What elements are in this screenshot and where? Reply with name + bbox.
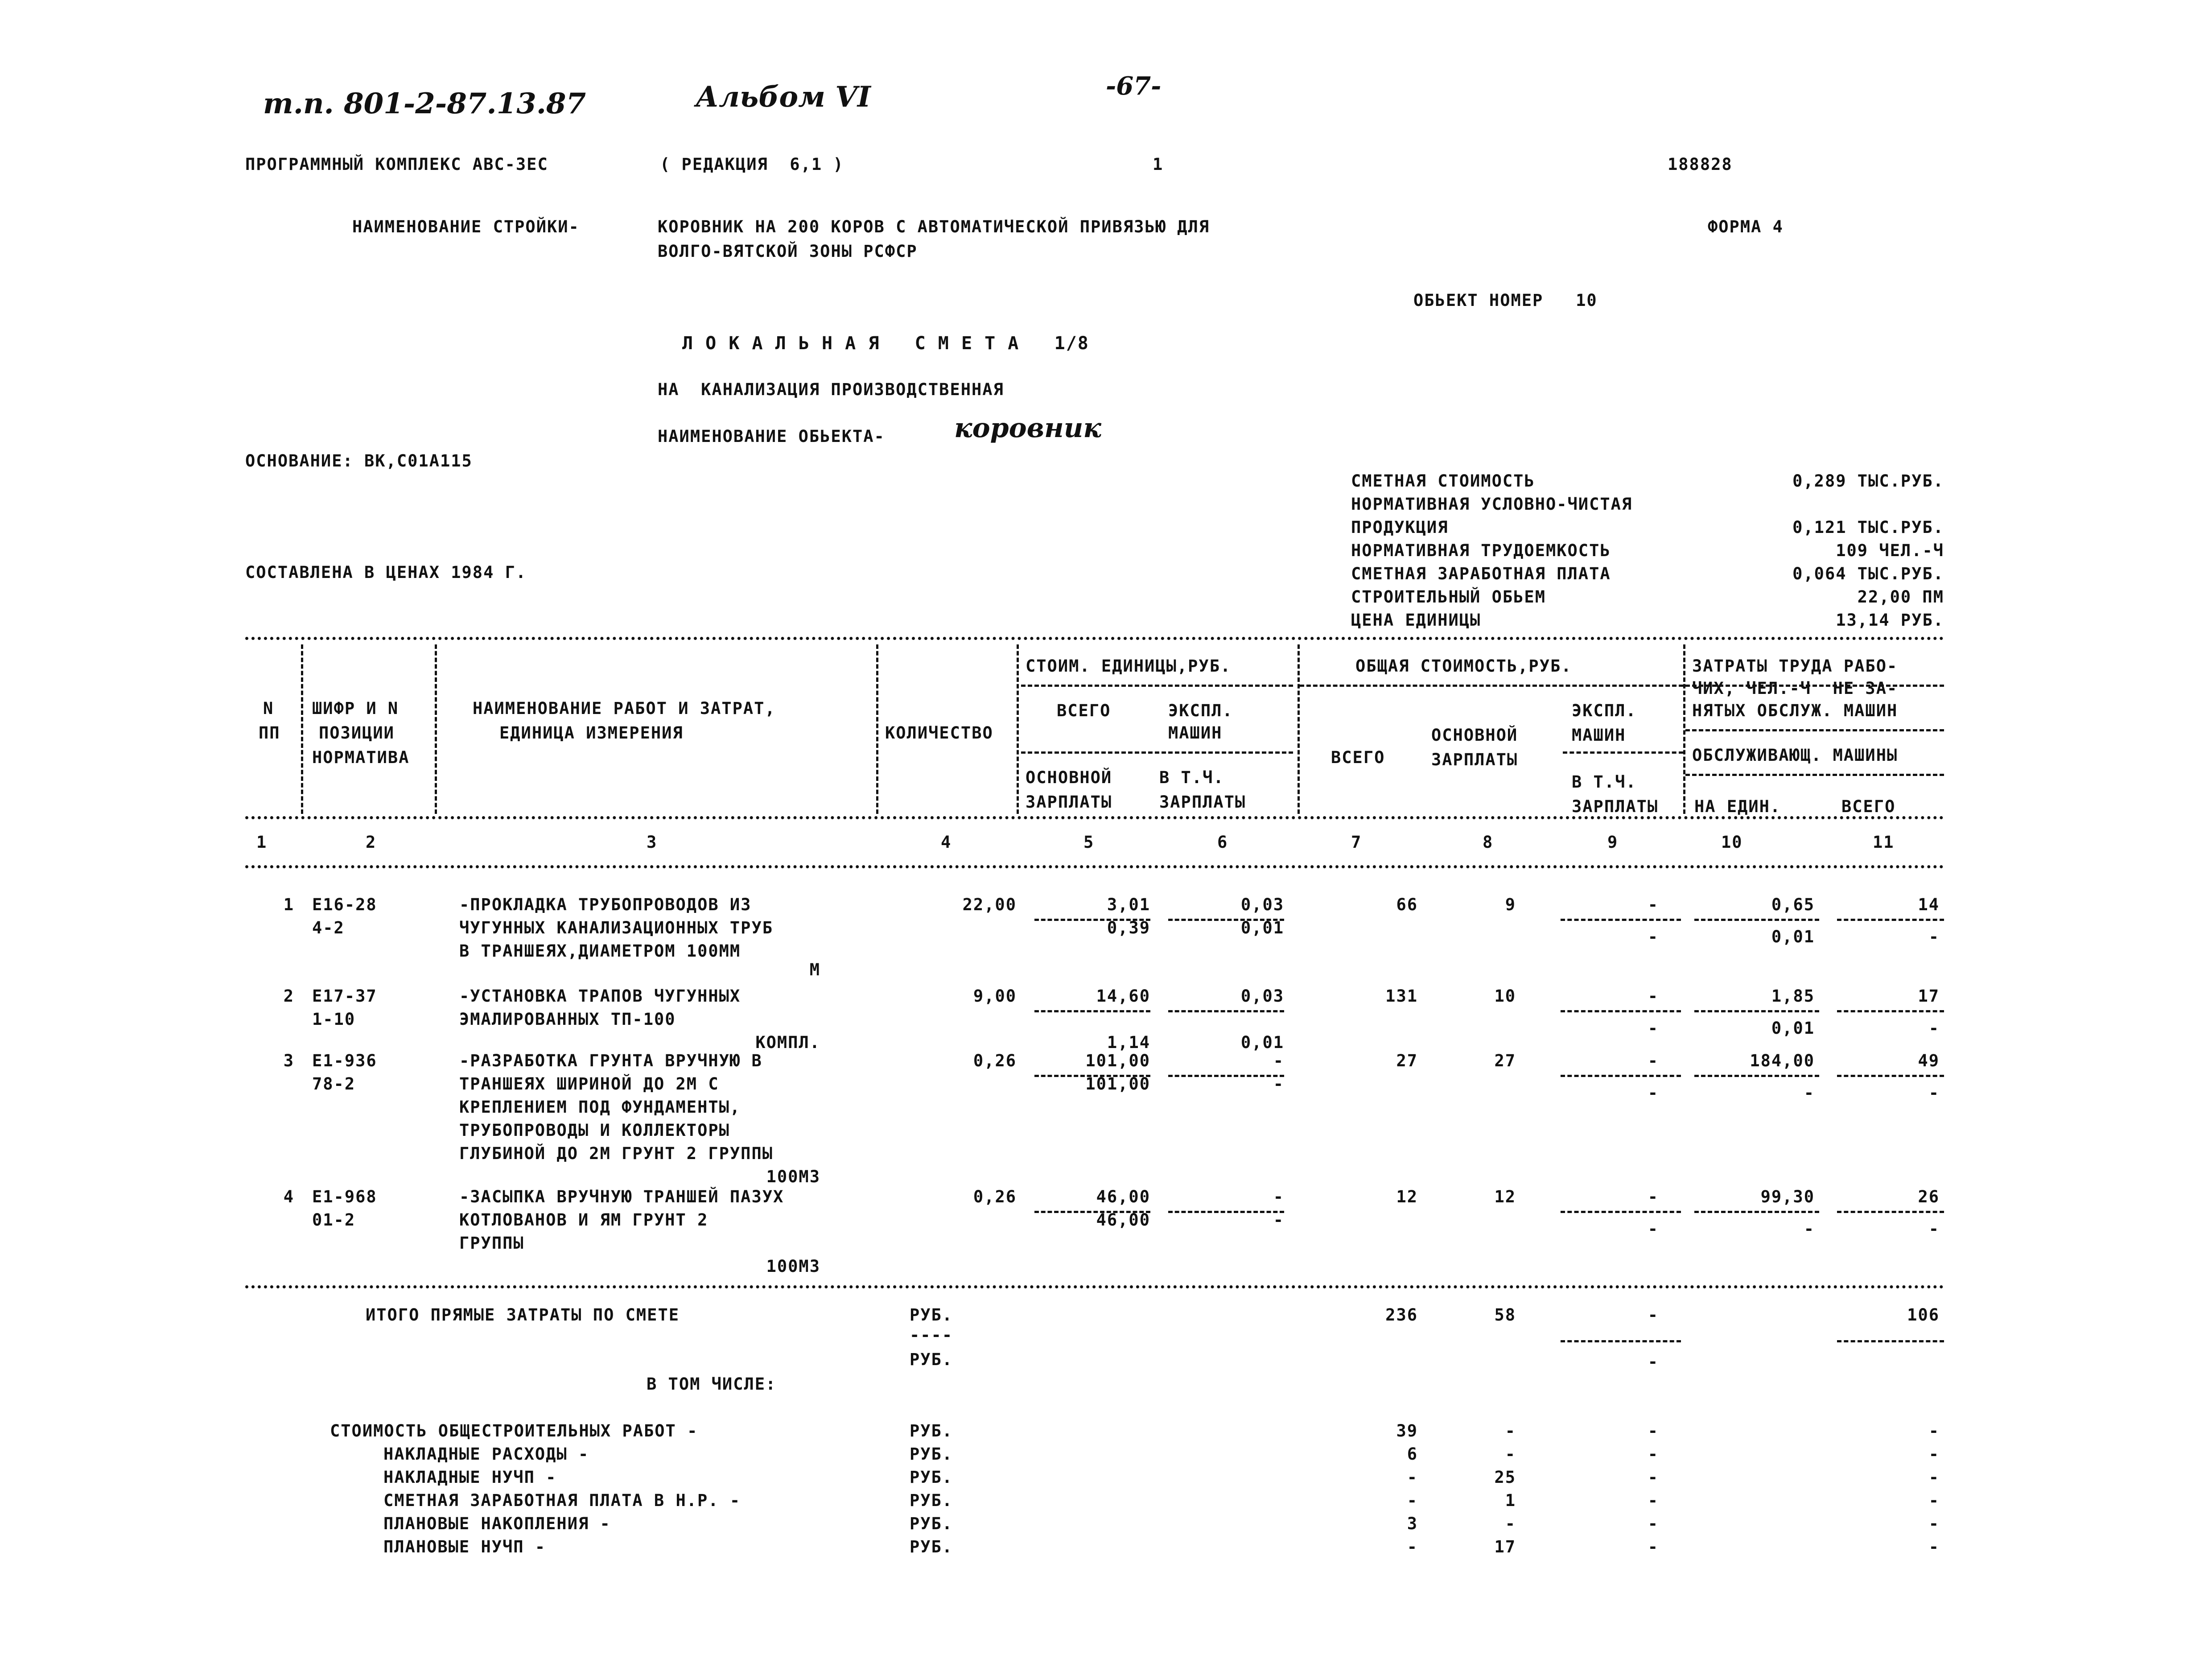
column-number: 9: [1607, 833, 1619, 852]
column-number: 4: [941, 833, 952, 852]
row-sub-rule: [1561, 1075, 1681, 1077]
extra-unit: РУБ.: [910, 1444, 953, 1464]
column-number: 1: [256, 833, 268, 852]
extra-total-all: -: [1407, 1491, 1418, 1510]
summary-label: СМЕТНАЯ СТОИМОСТЬ: [1351, 471, 1535, 491]
total-basic-header-2: ЗАРПЛАТЫ: [1431, 750, 1518, 769]
col-n-header: N: [263, 699, 274, 718]
row-labor-unit: 184,00: [1750, 1051, 1815, 1070]
basis: ОСНОВАНИЕ: ВК,С01А115: [245, 451, 473, 470]
row-total-all: 27: [1396, 1051, 1418, 1070]
row-total-incl: -: [1648, 927, 1659, 946]
extra-total-all: -: [1407, 1537, 1418, 1556]
row-total-mach: -: [1648, 1187, 1659, 1206]
row-code: 78-2: [312, 1074, 356, 1094]
extra-total-basic: -: [1505, 1444, 1516, 1464]
row-unit-mach: 0,03: [1240, 895, 1284, 914]
row-unit-mach: -: [1273, 1051, 1284, 1070]
row-code: Е1-968: [312, 1187, 377, 1206]
row-unit-all: 3,01: [1107, 895, 1150, 914]
column-number: 10: [1721, 833, 1743, 852]
labor-total-header: ВСЕГО: [1841, 797, 1896, 816]
header-column-divider: [876, 644, 878, 814]
unit-cost-header: СТОИМ. ЕДИНИЦЫ,РУБ.: [1026, 656, 1232, 676]
totals-all: 236: [1385, 1305, 1418, 1325]
row-sub-rule: [1561, 1010, 1681, 1012]
row-unit-basic: 1,14: [1107, 1033, 1150, 1052]
row-unit-mach: 0,03: [1240, 986, 1284, 1006]
row-sub-rule: [1694, 1211, 1819, 1213]
estimate-for: НА КАНАЛИЗАЦИЯ ПРОИЗВОДСТВЕННАЯ: [658, 380, 1004, 399]
handwritten-code: т.п. 801-2-87.13.87: [263, 87, 586, 120]
row-labor-unit: 99,30: [1760, 1187, 1815, 1206]
row-quantity: 0,26: [973, 1187, 1017, 1206]
header-column-divider: [1298, 644, 1300, 814]
summary-value: 0,121 ТЫС.РУБ.: [1792, 518, 1944, 537]
total-mach-rule: [1563, 751, 1683, 754]
row-sub-rule: [1561, 919, 1681, 921]
col-qty-header: КОЛИЧЕСТВО: [885, 723, 993, 743]
row-total-mach: -: [1648, 986, 1659, 1006]
row-code: Е17-37: [312, 986, 377, 1006]
row-total-basic: 27: [1494, 1051, 1516, 1070]
totals-unit: РУБ.: [910, 1305, 953, 1325]
row-name: В ТРАНШЕЯХ,ДИАМЕТРОМ 100ММ: [459, 941, 741, 961]
row-sub-rule: [1837, 1211, 1944, 1213]
extra-total-basic: -: [1505, 1514, 1516, 1533]
total-cost-rule: [1300, 685, 1683, 687]
extra-unit: РУБ.: [910, 1421, 953, 1440]
row-total-mach: -: [1648, 1051, 1659, 1070]
row-unit-incl: -: [1273, 1210, 1284, 1230]
row-name: ГЛУБИНОЙ ДО 2М ГРУНТ 2 ГРУППЫ: [459, 1144, 774, 1163]
unit-basic-header-2: ЗАРПЛАТЫ: [1026, 792, 1112, 812]
total-mach-header-2: МАШИН: [1572, 726, 1626, 745]
row-unit-basic: 101,00: [1085, 1074, 1150, 1094]
object-name-handwritten: коровник: [954, 413, 1101, 444]
row-labor-total: 14: [1918, 895, 1940, 914]
object-number: ОБЬЕКТ НОМЕР 10: [1413, 291, 1598, 310]
row-code: Е1-936: [312, 1051, 377, 1070]
totals-labor: 106: [1907, 1305, 1940, 1325]
col-code-header-2: ПОЗИЦИИ: [319, 723, 395, 743]
row-name: -РАЗРАБОТКА ГРУНТА ВРУЧНУЮ В: [459, 1051, 762, 1070]
extra-label: НАКЛАДНЫЕ НУЧП -: [383, 1468, 557, 1487]
col-n-header-2: ПП: [259, 723, 280, 743]
header-column-divider: [1683, 644, 1685, 814]
row-unit-all: 14,60: [1096, 986, 1150, 1006]
extra-total-mach: -: [1648, 1468, 1659, 1487]
row-total-all: 12: [1396, 1187, 1418, 1206]
extra-label: СМЕТНАЯ ЗАРАБОТНАЯ ПЛАТА В Н.Р. -: [383, 1491, 741, 1510]
row-sub-rule: [1837, 1075, 1944, 1077]
unit-incl-header-2: ЗАРПЛАТЫ: [1159, 792, 1246, 812]
row-unit-all: 101,00: [1085, 1051, 1150, 1070]
totals-labor-rule: [1837, 1340, 1944, 1342]
extra-unit: РУБ.: [910, 1468, 953, 1487]
row-total-basic: 10: [1494, 986, 1516, 1006]
row-total-mach: -: [1648, 895, 1659, 914]
row-quantity: 22,00: [962, 895, 1017, 914]
row-labor-total-2: -: [1928, 1083, 1940, 1102]
row-unit-basic: 46,00: [1096, 1210, 1150, 1230]
row-total-incl: -: [1648, 1219, 1659, 1238]
row-number: 1: [283, 895, 294, 914]
col-code-header-3: НОРМАТИВА: [312, 748, 410, 767]
extra-label: ПЛАНОВЫЕ НАКОПЛЕНИЯ -: [383, 1514, 611, 1533]
row-total-basic: 12: [1494, 1187, 1516, 1206]
extra-labor-total: -: [1928, 1444, 1940, 1464]
row-quantity: 9,00: [973, 986, 1017, 1006]
extra-total-mach: -: [1648, 1421, 1659, 1440]
column-number: 7: [1351, 833, 1362, 852]
extra-label: НАКЛАДНЫЕ РАСХОДЫ -: [383, 1444, 589, 1464]
labor-header: ЗАТРАТЫ ТРУДА РАБО-: [1692, 656, 1898, 676]
header-column-divider: [301, 644, 303, 814]
row-name: -ПРОКЛАДКА ТРУБОПРОВОДОВ ИЗ: [459, 895, 752, 914]
row-unit-incl: 0,01: [1240, 918, 1284, 937]
row-name: КОТЛОВАНОВ И ЯМ ГРУНТ 2: [459, 1210, 708, 1230]
summary-label: ЦЕНА ЕДИНИЦЫ: [1351, 611, 1481, 630]
items-bottom-rule: [245, 1285, 1944, 1288]
row-name: -ЗАСЫПКА ВРУЧНУЮ ТРАНШЕЙ ПАЗУХ: [459, 1187, 784, 1206]
row-labor-unit-2: 0,01: [1771, 927, 1815, 946]
summary-label: НОРМАТИВНАЯ УСЛОВНО-ЧИСТАЯ: [1351, 495, 1633, 514]
summary-value: 22,00 ПМ: [1857, 587, 1944, 607]
row-sub-rule: [1837, 1010, 1944, 1012]
totals-incl: -: [1648, 1352, 1659, 1371]
row-code: Е16-28: [312, 895, 377, 914]
row-unit-all: 46,00: [1096, 1187, 1150, 1206]
total-mach-header: ЭКСПЛ.: [1572, 701, 1637, 720]
row-unit-incl: 0,01: [1240, 1033, 1284, 1052]
extra-labor-total: -: [1928, 1491, 1940, 1510]
row-sub-rule: [1694, 1010, 1819, 1012]
edition: ( РЕДАКЦИЯ 6,1 ): [660, 155, 844, 174]
row-unit-basic: 0,39: [1107, 918, 1150, 937]
col-name-header: НАИМЕНОВАНИЕ РАБОТ И ЗАТРАТ,: [473, 699, 776, 718]
row-name: -УСТАНОВКА ТРАПОВ ЧУГУННЫХ: [459, 986, 741, 1006]
totals-mach-rule: [1561, 1340, 1681, 1342]
row-number: 4: [283, 1187, 294, 1206]
unit-all-header: ВСЕГО: [1057, 701, 1111, 720]
numbers-bottom-rule: [245, 865, 1944, 868]
row-total-incl: -: [1648, 1083, 1659, 1102]
total-all-header: ВСЕГО: [1331, 748, 1385, 767]
unit-cost-rule-2: [1021, 751, 1293, 754]
extra-total-mach: -: [1648, 1514, 1659, 1533]
extra-labor-total: -: [1928, 1514, 1940, 1533]
row-name: ГРУППЫ: [459, 1234, 524, 1253]
unit-mach-header-2: МАШИН: [1168, 723, 1223, 743]
labor-rule-3: [1685, 774, 1944, 776]
unit-incl-header: В Т.Ч.: [1159, 768, 1224, 787]
extra-labor-total: -: [1928, 1421, 1940, 1440]
row-sub-rule: [1168, 1010, 1284, 1012]
extra-total-all: 3: [1407, 1514, 1418, 1533]
header-column-divider: [1017, 644, 1019, 814]
extra-total-mach: -: [1648, 1444, 1659, 1464]
extra-total-all: 6: [1407, 1444, 1418, 1464]
album-label: Альбом VI: [696, 80, 871, 114]
extra-label: ПЛАНОВЫЕ НУЧП -: [383, 1537, 546, 1556]
row-unit-mach: -: [1273, 1187, 1284, 1206]
summary-value: 0,064 ТЫС.РУБ.: [1792, 564, 1944, 583]
labor-unit-header: НА ЕДИН.: [1694, 797, 1781, 816]
total-incl-header: В Т.Ч.: [1572, 772, 1637, 792]
extra-total-mach: -: [1648, 1537, 1659, 1556]
header-column-divider: [435, 644, 437, 814]
column-number: 5: [1083, 833, 1095, 852]
row-name: ЧУГУННЫХ КАНАЛИЗАЦИОННЫХ ТРУБ: [459, 918, 774, 937]
row-name: КРЕПЛЕНИЕМ ПОД ФУНДАМЕНТЫ,: [459, 1098, 741, 1117]
program-name: ПРОГРАММНЫЙ КОМПЛЕКС АВС-3ЕС: [245, 155, 548, 174]
row-labor-total-2: -: [1928, 927, 1940, 946]
row-sub-rule: [1561, 1211, 1681, 1213]
extra-total-all: 39: [1396, 1421, 1418, 1440]
row-number: 3: [283, 1051, 294, 1070]
row-total-basic: 9: [1505, 895, 1516, 914]
summary-label: ПРОДУКЦИЯ: [1351, 518, 1449, 537]
document-code: 188828: [1668, 155, 1733, 174]
summary-label: СМЕТНАЯ ЗАРАБОТНАЯ ПЛАТА: [1351, 564, 1611, 583]
row-name: ТРАНШЕЯХ ШИРИНОЙ ДО 2М С: [459, 1074, 719, 1094]
extra-total-basic: -: [1505, 1421, 1516, 1440]
column-number: 6: [1217, 833, 1228, 852]
row-total-all: 131: [1385, 986, 1418, 1006]
extra-unit: РУБ.: [910, 1491, 953, 1510]
row-sub-rule: [1694, 919, 1819, 921]
col-name-header-2: ЕДИНИЦА ИЗМЕРЕНИЯ: [499, 723, 684, 743]
row-labor-unit: 1,85: [1771, 986, 1815, 1006]
row-labor-total: 26: [1918, 1187, 1940, 1206]
row-sub-rule: [1034, 1010, 1150, 1012]
total-cost-header: ОБЩАЯ СТОИМОСТЬ,РУБ.: [1355, 656, 1572, 676]
unit-basic-header: ОСНОВНОЙ: [1026, 768, 1112, 787]
totals-label: ИТОГО ПРЯМЫЕ ЗАТРАТЫ ПО СМЕТЕ: [366, 1305, 680, 1325]
extra-unit: РУБ.: [910, 1537, 953, 1556]
sheet-number: 1: [1153, 155, 1164, 174]
totals-basic: 58: [1494, 1305, 1516, 1325]
extra-labor-total: -: [1928, 1468, 1940, 1487]
row-labor-unit-2: -: [1804, 1219, 1815, 1238]
row-labor-unit-2: -: [1804, 1083, 1815, 1102]
table-top-rule: [245, 637, 1944, 640]
row-labor-total-2: -: [1928, 1219, 1940, 1238]
building-line-2: ВОЛГО-ВЯТСКОЙ ЗОНЫ РСФСР: [658, 242, 918, 261]
totals-mach: -: [1648, 1305, 1659, 1325]
column-number: 2: [366, 833, 377, 852]
labor-sub-header: ОБСЛУЖИВАЮЩ. МАШИНЫ: [1692, 746, 1898, 765]
summary-label: СТРОИТЕЛЬНЫЙ ОБЬЕМ: [1351, 587, 1546, 607]
row-code: 4-2: [312, 918, 345, 937]
labor-header-3: НЯТЫХ ОБСЛУЖ. МАШИН: [1692, 701, 1898, 720]
column-number: 11: [1873, 833, 1895, 852]
extra-total-all: -: [1407, 1468, 1418, 1487]
row-name: ЭМАЛИРОВАННЫХ ТП-100: [459, 1010, 676, 1029]
row-quantity: 0,26: [973, 1051, 1017, 1070]
row-labor-total-2: -: [1928, 1019, 1940, 1038]
summary-value: 109 ЧЕЛ.-Ч: [1836, 541, 1944, 560]
unit-cost-rule: [1021, 685, 1293, 687]
row-unit: М: [809, 960, 820, 979]
totals-unit-dash: ----: [910, 1325, 953, 1345]
extra-total-basic: 25: [1494, 1468, 1516, 1487]
summary-label: НОРМАТИВНАЯ ТРУДОЕМКОСТЬ: [1351, 541, 1611, 560]
column-number: 3: [647, 833, 658, 852]
header-bottom-rule: [245, 816, 1944, 819]
extra-total-basic: 17: [1494, 1537, 1516, 1556]
labor-header-2: ЧИХ, ЧЕЛ.-Ч НЕ ЗА-: [1692, 679, 1898, 698]
building-label: НАИМЕНОВАНИЕ СТРОЙКИ-: [352, 217, 580, 236]
labor-rule-2: [1685, 729, 1944, 731]
building-line-1: КОРОВНИК НА 200 КОРОВ С АВТОМАТИЧЕСКОЙ ПРИВЯЗЬЮ ДЛЯ: [658, 217, 1210, 236]
extra-labor-total: -: [1928, 1537, 1940, 1556]
total-incl-header-2: ЗАРПЛАТЫ: [1572, 797, 1659, 816]
summary-value: 13,14 РУБ.: [1836, 611, 1944, 630]
row-sub-rule: [1837, 919, 1944, 921]
row-labor-unit: 0,65: [1771, 895, 1815, 914]
including-label: В ТОМ ЧИСЛЕ:: [647, 1374, 777, 1394]
extra-unit: РУБ.: [910, 1514, 953, 1533]
row-total-all: 66: [1396, 895, 1418, 914]
row-labor-unit-2: 0,01: [1771, 1019, 1815, 1038]
col-code-header: ШИФР И N: [312, 699, 399, 718]
row-labor-total: 49: [1918, 1051, 1940, 1070]
extra-label: СТОИМОСТЬ ОБЩЕСТРОИТЕЛЬНЫХ РАБОТ -: [330, 1421, 698, 1440]
page-number: -67-: [1106, 71, 1162, 101]
row-code: 1-10: [312, 1010, 356, 1029]
row-sub-rule: [1694, 1075, 1819, 1077]
total-basic-header: ОСНОВНОЙ: [1431, 726, 1518, 745]
row-name: ТРУБОПРОВОДЫ И КОЛЛЕКТОРЫ: [459, 1121, 730, 1140]
object-name-label: НАИМЕНОВАНИЕ ОБЬЕКТА-: [658, 427, 885, 446]
extra-total-basic: 1: [1505, 1491, 1516, 1510]
row-unit: 100М3: [766, 1257, 820, 1276]
extra-total-mach: -: [1648, 1491, 1659, 1510]
totals-unit-2: РУБ.: [910, 1350, 953, 1369]
summary-value: 0,289 ТЫС.РУБ.: [1792, 471, 1944, 491]
row-unit: КОМПЛ.: [755, 1033, 820, 1052]
form-label: ФОРМА 4: [1708, 217, 1784, 236]
row-unit: 100М3: [766, 1167, 820, 1186]
row-labor-total: 17: [1918, 986, 1940, 1006]
column-number: 8: [1483, 833, 1494, 852]
row-code: 01-2: [312, 1210, 356, 1230]
unit-mach-header: ЭКСПЛ.: [1168, 701, 1233, 720]
price-basis: СОСТАВЛЕНА В ЦЕНАХ 1984 Г.: [245, 563, 527, 582]
row-unit-incl: -: [1273, 1074, 1284, 1094]
row-number: 2: [283, 986, 294, 1006]
estimate-title: Л О К А Л Ь Н А Я С М Е Т А 1/8: [682, 333, 1089, 354]
row-total-incl: -: [1648, 1019, 1659, 1038]
